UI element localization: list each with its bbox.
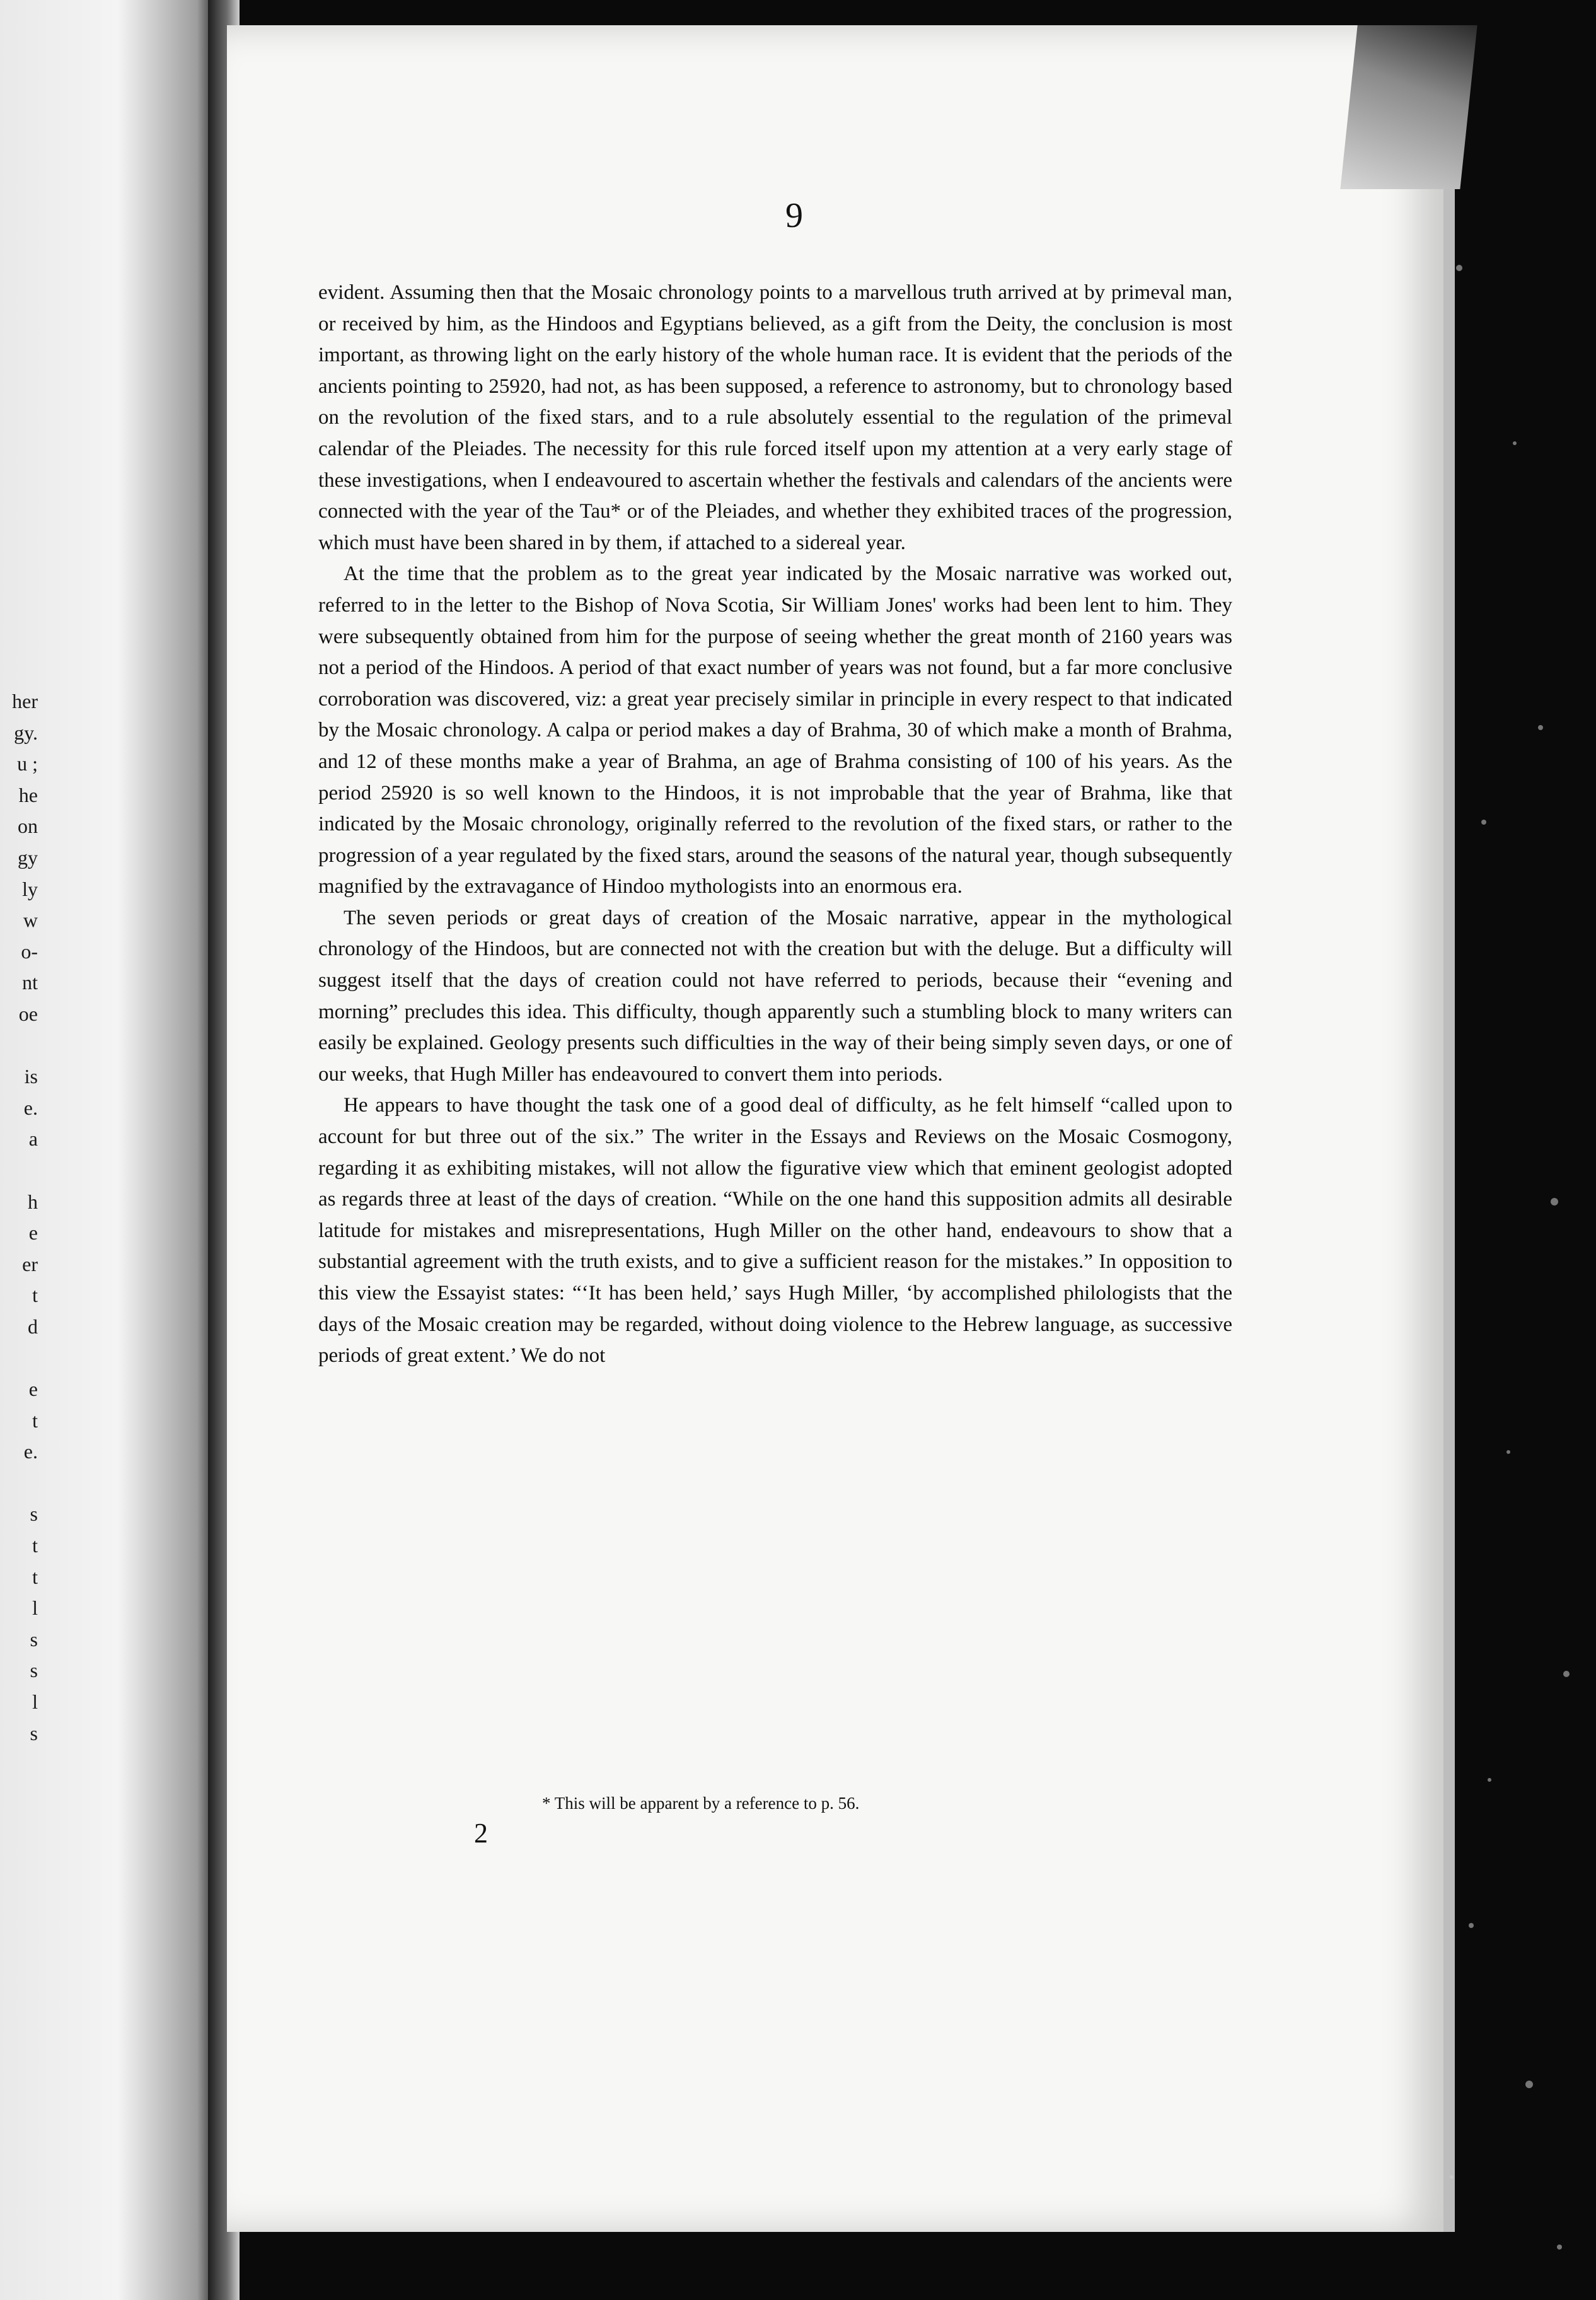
facing-page-fragment: s [30,1627,38,1651]
body-text [318,277,1232,1372]
facing-page-fragment: e [28,1221,38,1245]
facing-page-fragment: e. [23,1096,38,1119]
facing-page-fragment: s [30,1502,38,1526]
facing-page-fragment: he [18,783,38,806]
facing-page-fragment [0,1155,38,1187]
facing-page-fragment: nt [22,971,38,994]
scan-speck [1563,1671,1570,1677]
facing-page-fragment: ly [22,877,38,900]
paragraph: At the time that the problem as to the great year indicated by the Mosaic narrative was worked out, referred to in the letter to the Bishop of Nova Scotia, Sir William Jones' works had been lent to him. They were subsequently obtained from him for the purpose of seeing whether the great month of 2160 years was not a period of the Hindoos. A period of that exact number of years was not found, but a far more conclusive corroboration was discovered, viz: a great year precisely similar in principle in every respect to that indicated by the Mosaic chronology. A calpa or period makes a day of Brahma, 30 of which make a month of Brahma, and 12 of these months make a year of Brahma, an age of Brahma consisting of 100 of his years. As the period 25920 is so well known to the Hindoos, it is not improbable that the year of Brahma, like that indicated by the Mosaic chronology, originally referred to the revolution of the fixed stars, or rather to the progression of a year regulated by the fixed stars, around the seasons of the natural year, though subsequently magnified by the extravagance of Hindoo mythologists into an enormous era. [318,562,1232,898]
paragraph: The seven periods or great days of creation of the Mosaic narrative, appear in the mythological chronology of the Hindoos, but are connected not with the creation but with the deluge. But a difficulty will suggest itself that the days of creation could not have referred to periods, because their “evening and morning” precludes this idea. This difficulty, though apparently such a stumbling block to many writers can easily be explained. Geology presents such difficulties in the way of their being simply seven days, or one of our weeks, that Hugh Miller has endeavoured to convert them into periods. [318,906,1232,1086]
scan-speck [1551,1198,1558,1205]
facing-page-fragment: t [32,1565,38,1588]
facing-page-fragment: t [32,1284,38,1307]
paragraph: He appears to have thought the task one of a good deal of difficulty, as he felt himself “called upon to account for but three out of the six.” The writer in the Essays and Reviews on the Mosaic Cosmogony, regarding it as exhibiting mistakes, will not allow the figurative view which that eminent geologist adopted as regards three at least of the days of creation. “While on the one hand this supposition admits all desirable latitude for mistakes and misrepresentations, Hugh Miller on the other hand, endeavours to show that a substantial agreement with the truth exists, and to give a sufficient reason for the mistakes.” In opposition to this view the Essayist states: “‘It has been held,’ says Hugh Miller, ‘by accomplished philologists that the days of the Mosaic creation may be regarded, without doing violence to the Hebrew language, as successive periods of great extent.’ We do not [318,1094,1232,1368]
facing-page-fragment: gy [18,845,38,869]
facing-page-fragment: s [30,1659,38,1682]
facing-page-fragment: l [32,1690,38,1713]
signature-mark: 2 [474,1818,488,1849]
facing-page-fragment: d [28,1315,38,1338]
scan-speck [1525,2081,1533,2088]
footnote: * This will be apparent by a reference to p. 56. [542,1794,860,1813]
facing-page-fragment: t [32,1408,38,1432]
facing-page-fragment [0,1342,38,1374]
scan-speck [1538,725,1543,730]
page-number: 9 [785,196,803,235]
facing-page-fragment: w [23,909,38,932]
facing-page-fragment: er [22,1252,38,1275]
scan-speck [1481,820,1486,825]
facing-page-fragment: o- [21,939,38,963]
scan-speck [1506,1450,1510,1454]
scan-speck [1450,2175,1454,2179]
facing-page-text-fragments [0,686,38,1749]
facing-page-fragment: e. [23,1440,38,1463]
facing-page-fragment: e [28,1378,38,1401]
facing-page-fragment: a [28,1127,38,1151]
facing-page-fragment: h [28,1190,38,1213]
scan-speck [1557,2245,1562,2250]
facing-page [0,0,214,2300]
facing-page-fragment: her [12,690,38,712]
paragraph: evident. Assuming then that the Mosaic chronology points to a marvellous truth arrived at by primeval man, or received by him, as the Hindoos and Egyptians believed, as a gift from the Deity, the conclusion is most important, as throwing light on the early history of the whole human race. It is evident that the periods of the ancients pointing to 25920, had not, as has been supposed, a reference to astronomy, but to chronology based on the revolution of the fixed stars, and to a rule absolutely essential to the regulation of the primeval calendar of the Pleiades. The necessity for this rule forced itself upon my attention at a very early stage of these investigations, when I endeavoured to ascertain whether the festivals and calendars of the ancients were connected with the year of the Tau* or of the Pleiades, and whether they exhibited traces of the progression, which must have been shared in by them, if attached to a sidereal year. [318,281,1232,554]
facing-page-fragment: oe [18,1002,38,1025]
facing-page-fragment: l [32,1596,38,1620]
facing-page-fragment: u ; [17,752,38,775]
scan-speck [1488,1778,1491,1782]
scan-speck [1469,1923,1474,1928]
facing-page-fragment: gy. [14,721,38,744]
facing-page-fragment: on [18,815,38,838]
page-corner-shadow [1340,25,1477,189]
facing-page-fragment: s [30,1721,38,1745]
scan-speck [1513,441,1517,445]
facing-page-fragment [0,1030,38,1062]
scan-speck [1456,265,1462,271]
facing-page-fragment: t [32,1534,38,1557]
facing-page-fragment [0,1468,38,1499]
facing-page-fragment: is [24,1065,38,1088]
